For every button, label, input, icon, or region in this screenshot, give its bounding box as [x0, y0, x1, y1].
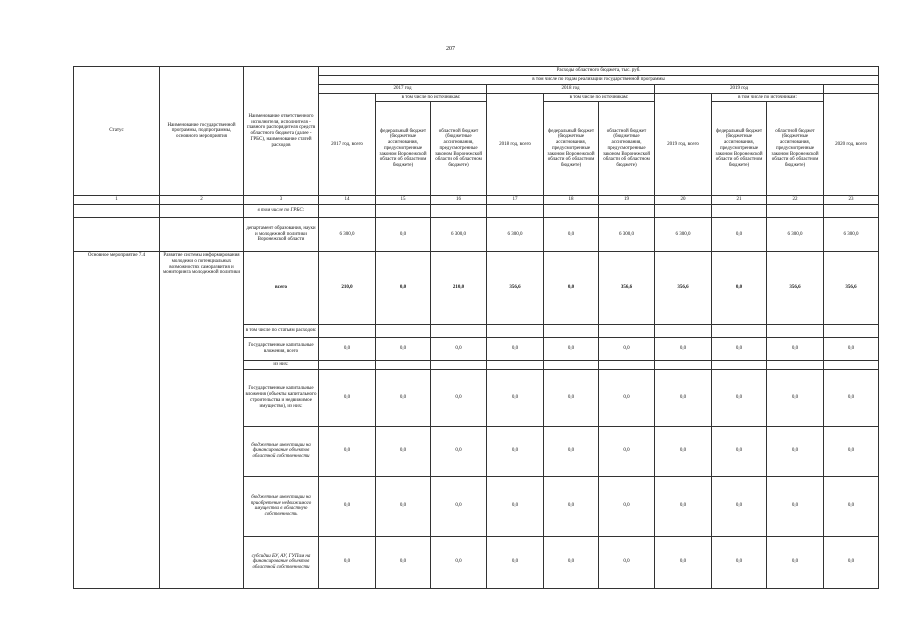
activity-name: Развитие системы информирования молодежи о потенциальных возможностях саморазвития и мониторинга молодежной политики: [160, 252, 244, 589]
cell-value: 0,0: [376, 369, 431, 426]
cell-value: 0,0: [544, 218, 599, 252]
header-years-title: в том числе по годам реализации государственной программы: [319, 76, 879, 85]
header-regional-2019: областной бюджет (бюджетные ассигнования, предусмотренные законом Воронежской области об областном бюджете): [767, 102, 824, 196]
row-label: всего: [244, 252, 319, 325]
col-num: 14: [319, 196, 376, 205]
cell-value: 0,0: [767, 536, 824, 588]
header-total-2019: 2019 год, всего: [655, 93, 712, 196]
cell-value: 0,0: [376, 252, 431, 325]
header-federal-2017: федеральный бюджет (бюджетные ассигнования, предусмотренные законом Воронежской области об областном бюджете): [376, 102, 431, 196]
cell-value: 0,0: [487, 426, 544, 476]
row-label: в том числе по ГРБС:: [244, 205, 319, 218]
header-sources-2018: в том числе по источникам:: [544, 93, 655, 102]
cell-value: 0,0: [544, 476, 599, 536]
col-num: 17: [487, 196, 544, 205]
cell-value: 6 300,0: [599, 218, 655, 252]
cell-value: 0,0: [655, 476, 712, 536]
header-expenses-title: Расходы областного бюджета, тыс. руб.: [319, 67, 879, 76]
cell-value: 0,0: [431, 426, 487, 476]
cell-value: 356,6: [655, 252, 712, 325]
cell-value: 0,0: [599, 426, 655, 476]
cell-value: 6 300,0: [655, 218, 712, 252]
cell-value: 0,0: [655, 338, 712, 361]
header-sources-2017: в том числе по источникам:: [376, 93, 487, 102]
col-num: 18: [544, 196, 599, 205]
cell-value: 0,0: [824, 338, 879, 361]
budget-table: [73, 66, 879, 589]
cell-value: 0,0: [712, 426, 767, 476]
cell-value: 0,0: [376, 476, 431, 536]
row-label: в том числе по статьям расходов:: [244, 325, 319, 338]
cell-value: 0,0: [712, 252, 767, 325]
cell-value: 210,0: [431, 252, 487, 325]
cell-value: 0,0: [319, 369, 376, 426]
cell-value: 356,6: [487, 252, 544, 325]
header-executor: Наименование ответственного исполнителя, исполнителя - главного распорядителя средств областного бюджета (далее - ГРБС), наименование статей расходов: [244, 67, 319, 196]
cell-value: 0,0: [487, 338, 544, 361]
header-year-2020-blank: [824, 84, 879, 93]
cell-value: 0,0: [767, 338, 824, 361]
table-row-grbs-label: [74, 205, 879, 218]
header-regional-2018: областной бюджет (бюджетные ассигнования, предусмотренные законом Воронежской области об областном бюджете): [599, 102, 655, 196]
row-label: Государственные капитальные вложения (объекты капитального строительства и недвижимое имущество), из них:: [244, 369, 319, 426]
header-program-name: Наименование государственной программы, подпрограммы, основного мероприятия: [160, 67, 244, 196]
col-num: 21: [712, 196, 767, 205]
row-label: департамент образования, науки и молодежной политики Воронежской области: [244, 218, 319, 252]
page-number: 207: [446, 46, 455, 52]
cell-value: 0,0: [544, 252, 599, 325]
header-total-2017: 2017 год, всего: [319, 93, 376, 196]
header-federal-2018: федеральный бюджет (бюджетные ассигнования, предусмотренные законом Воронежской области об областном бюджете): [544, 102, 599, 196]
column-numbers-row: [74, 196, 879, 205]
cell-value: 0,0: [824, 369, 879, 426]
cell-value: 6 300,0: [319, 218, 376, 252]
row-label: Государственные капитальные вложения, всего: [244, 338, 319, 361]
cell-value: 0,0: [376, 338, 431, 361]
col-num: 19: [599, 196, 655, 205]
header-year-2018: 2018 год: [487, 84, 655, 93]
cell-value: 0,0: [712, 536, 767, 588]
cell-value: 0,0: [544, 369, 599, 426]
cell-value: 0,0: [655, 426, 712, 476]
col-num: 16: [431, 196, 487, 205]
cell-value: 0,0: [767, 369, 824, 426]
cell-value: 0,0: [599, 536, 655, 588]
cell-value: 0,0: [712, 218, 767, 252]
row-label: субсидии БУ, АУ, ГУПам на финансирование объектов областной собственности: [244, 536, 319, 588]
col-num: 22: [767, 196, 824, 205]
cell-value: 6 300,0: [824, 218, 879, 252]
table-row-total: [74, 252, 879, 325]
cell-value: 0,0: [824, 426, 879, 476]
col-num: 20: [655, 196, 712, 205]
cell-value: 0,0: [712, 369, 767, 426]
cell-value: 0,0: [376, 426, 431, 476]
header-total-2020: 2020 год, всего: [824, 93, 879, 196]
cell-value: 0,0: [824, 476, 879, 536]
cell-value: 0,0: [767, 476, 824, 536]
cell-value: 0,0: [376, 218, 431, 252]
header-row-1: [74, 67, 879, 76]
activity-status: Основное мероприятие 7.4: [74, 252, 160, 589]
cell-value: 6 300,0: [431, 218, 487, 252]
col-num: 15: [376, 196, 431, 205]
cell-value: 356,6: [767, 252, 824, 325]
cell-value: 0,0: [712, 338, 767, 361]
cell-value: 0,0: [319, 426, 376, 476]
cell-value: 0,0: [544, 338, 599, 361]
cell-value: 356,6: [824, 252, 879, 325]
cell-value: 0,0: [431, 536, 487, 588]
cell-value: 0,0: [487, 536, 544, 588]
cell-value: 0,0: [712, 476, 767, 536]
col-num: 1: [74, 196, 160, 205]
cell-value: 6 300,0: [767, 218, 824, 252]
col-num: 23: [824, 196, 879, 205]
row-label: бюджетные инвестиции на приобретение недвижимого имущества в областную собственность: [244, 476, 319, 536]
cell-value: 356,6: [599, 252, 655, 325]
cell-value: 0,0: [431, 338, 487, 361]
cell-value: 0,0: [319, 536, 376, 588]
col-num: 3: [244, 196, 319, 205]
cell-value: 0,0: [376, 536, 431, 588]
row-label: из них:: [244, 361, 319, 370]
cell-value: 0,0: [319, 338, 376, 361]
cell-value: 0,0: [431, 476, 487, 536]
cell-value: 0,0: [431, 369, 487, 426]
cell-value: 0,0: [544, 536, 599, 588]
cell-value: 6 300,0: [487, 218, 544, 252]
col-num: 2: [160, 196, 244, 205]
header-federal-2019: федеральный бюджет (бюджетные ассигнования, предусмотренные законом Воронежской области об областном бюджете): [712, 102, 767, 196]
cell-value: 0,0: [599, 369, 655, 426]
header-year-2017: 2017 год: [319, 84, 487, 93]
header-regional-2017: областной бюджет (бюджетные ассигнования, предусмотренные законом Воронежской области об областном бюджете): [431, 102, 487, 196]
cell-value: 0,0: [824, 536, 879, 588]
cell-value: 0,0: [544, 426, 599, 476]
cell-value: 0,0: [767, 426, 824, 476]
cell-value: 0,0: [599, 338, 655, 361]
cell-value: 0,0: [655, 536, 712, 588]
cell-value: 0,0: [319, 476, 376, 536]
header-year-2019: 2019 год: [655, 84, 824, 93]
cell-value: 0,0: [655, 369, 712, 426]
cell-value: 0,0: [487, 369, 544, 426]
cell-value: 210,0: [319, 252, 376, 325]
header-total-2018: 2018 год, всего: [487, 93, 544, 196]
table-row-dept: [74, 218, 879, 252]
cell-value: 0,0: [487, 476, 544, 536]
cell-value: 0,0: [599, 476, 655, 536]
header-status: Статус: [74, 67, 160, 196]
row-label: бюджетные инвестиции на финансирование объектов областной собственности: [244, 426, 319, 476]
header-sources-2019: в том числе по источникам:: [712, 93, 824, 102]
